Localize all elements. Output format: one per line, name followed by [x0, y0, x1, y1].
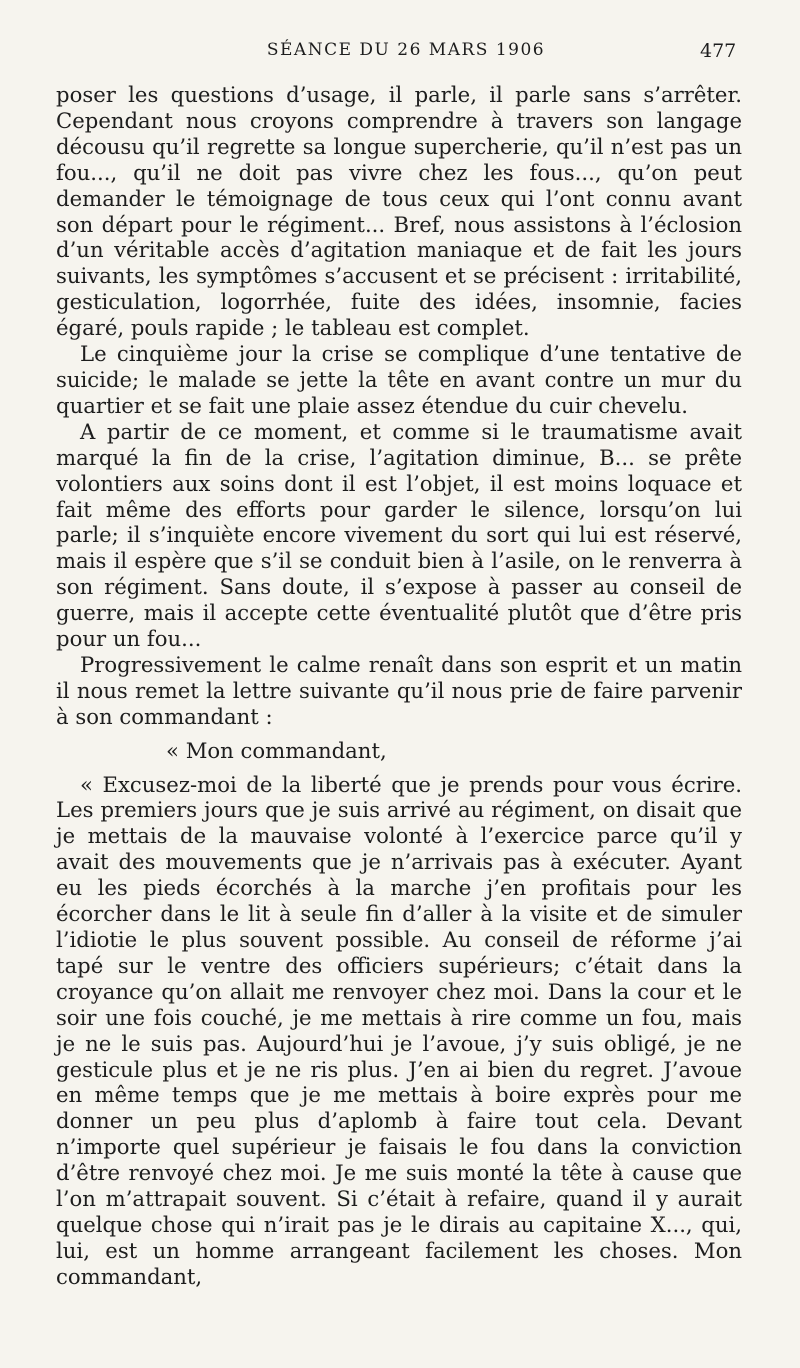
paragraph-1: poser les questions d’usage, il parle, il parle sans s’arrêter. Cependant nous croyons comprendre à travers son langage décousu qu’il regrette sa longue supercherie, qu’il n’est pas un fou..., qu’il ne doit pas vivre chez les fous..., qu’on peut demander le témoignage de tous ceux qui l’ont connu avant son départ pour le régiment... Bref, nous assistons à l’éclosion d’un véritable accès d’agitation maniaque et de fait les jours suivants, les symptômes s’accusent et se précisent : irritabilité, gesticulation, logorrhée, fuite des idées, insomnie, facies égaré, pouls rapide ; le tableau est complet.: [56, 82, 742, 341]
body-text: [56, 82, 742, 1290]
paragraph-3: A partir de ce moment, et comme si le traumatisme avait marqué la fin de la crise, l’agitation diminue, B... se prête volontiers aux soins dont il est l’objet, il est moins loquace et fait même des efforts pour garder le silence, lorsqu’on lui parle; il s’inquiète encore vivement du sort qui lui est réservé, mais il espère que s’il se conduit bien à l’asile, on le renverra à son régiment. Sans doute, il s’expose à passer au conseil de guerre, mais il accepte cette éventualité plutôt que d’être pris pour un fou...: [56, 418, 742, 652]
letter-salutation: « Mon commandant,: [166, 737, 387, 763]
paragraph-2: Le cinquième jour la crise se complique d’une tentative de suicide; le malade se jette la tête en avant contre un mur du quartier et se fait une plaie assez étendue du cuir chevelu.: [56, 341, 742, 418]
paragraph-4: Progressivement le calme renaît dans son esprit et un matin il nous remet la lettre suivante qu’il nous prie de faire parvenir à son commandant :: [56, 651, 742, 729]
letter-paragraph: « Excusez-moi de la liberté que je prends pour vous écrire. Les premiers jours que je suis arrivé au régiment, on disait que je mettais de la mauvaise volonté à l’exercice parce qu’il y avait des mouvements que je n’arrivais pas à exécuter. Ayant eu les pieds écorchés à la marche j’en profitais pour les écorcher dans le lit à seule fin d’aller à la visite et de simuler l’idiotie le plus souvent possible. Au conseil de réforme j’ai tapé sur le ventre des officiers supérieurs; c’était dans la croyance qu’on allait me renvoyer chez moi. Dans la cour et le soir une fois couché, je me mettais à rire comme un fou, mais je ne le suis pas. Aujourd’hui je l’avoue, j’y suis obligé, je ne gesticule plus et je ne ris plus. J’en ai bien du regret. J’avoue en même temps que je me mettais à boire exprès pour me donner un peu plus d’aplomb à faire tout cela. Devant n’importe quel supérieur je faisais le fou dans la conviction d’être renvoyé chez moi. Je me suis monté la tête à cause que l’on m’attrapait souvent. Si c’était à refaire, quand il y aurait quelque chose qui n’irait pas je le dirais au capitaine X..., qui, lui, est un homme arrangeant facilement les choses. Mon commandant,: [56, 771, 742, 1289]
running-head-title: SÉANCE DU 26 MARS 1906: [266, 40, 546, 60]
page-number: 477: [700, 40, 737, 62]
running-head: [0, 40, 800, 80]
